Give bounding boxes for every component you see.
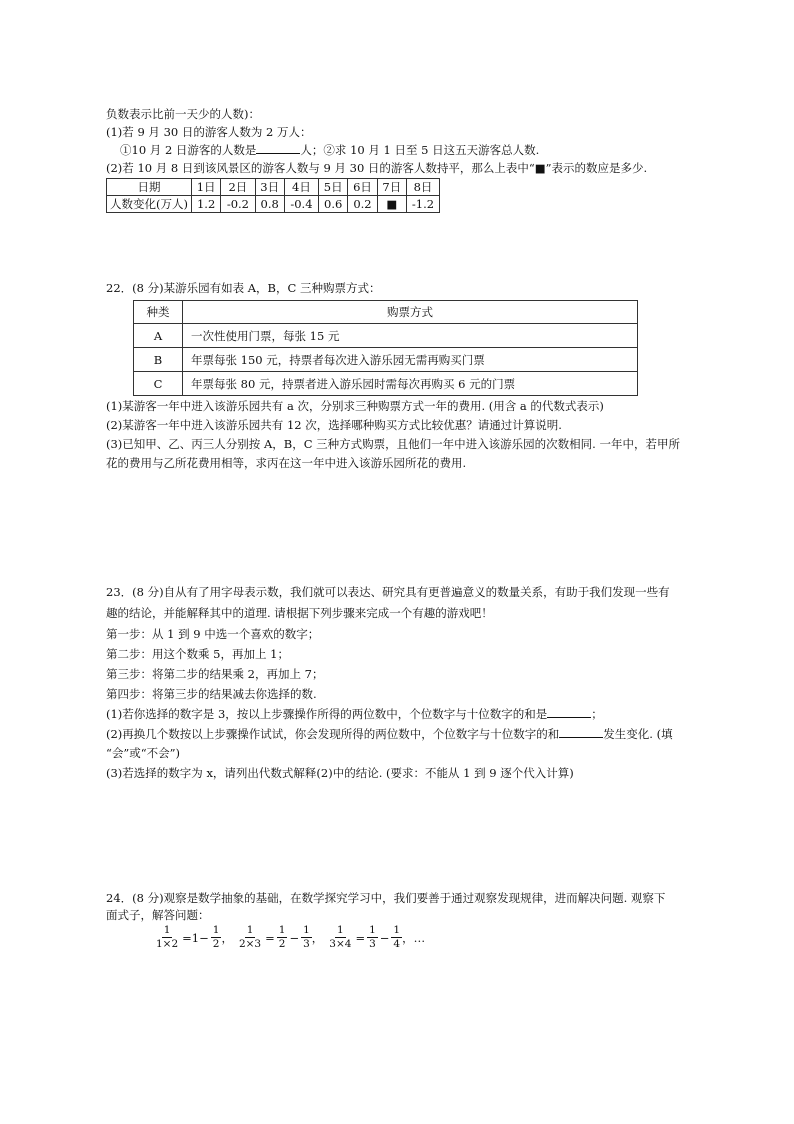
q23-part1-end: ； xyxy=(591,707,603,721)
q21-part1: (1)若 9 月 30 日的游客人数为 2 万人： xyxy=(106,125,312,139)
answer-blank[interactable] xyxy=(559,726,603,738)
table-header-cell: 8日 xyxy=(407,179,440,196)
fraction: $\frac{1}{3}$ xyxy=(303,924,310,950)
q24-formula-row xyxy=(154,924,425,951)
table-cell: 0.6 xyxy=(319,196,348,213)
q23-part2 xyxy=(106,726,673,742)
table-header-cell: 1日 xyxy=(192,179,221,196)
q23-title-line2: 趣的结论，并能解释其中的道理. 请根据下列步骤来完成一个有趣的游戏吧！ xyxy=(106,606,493,620)
q22-part3-line1: (3)已知甲、乙、丙三人分别按 A，B，C 三种方式购票，且他们一年中进入该游乐园的次数相同. 一年中，若甲所 xyxy=(106,437,680,451)
q23-step2: 第二步：用这个数乘 5，再加上 1； xyxy=(106,647,289,661)
answer-blank[interactable] xyxy=(547,706,591,718)
fraction: $\frac{1}{3\times 4}$ xyxy=(329,924,352,950)
q21-part1-sub-b: 人；②求 10 月 1 日至 5 日这五天游客总人数. xyxy=(300,143,540,157)
table-cell: 一次性使用门票，每张 15 元 xyxy=(183,324,638,348)
operator: = xyxy=(265,930,275,945)
q22-part1: (1)某游客一年中进入该游乐园共有 a 次，分别求三种购票方式一年的费用. (用含 a 的代数式表示) xyxy=(106,399,604,413)
table-cell: ■ xyxy=(377,196,406,213)
table-cell: A xyxy=(134,324,183,348)
q24-title-line2: 面式子，解答问题： xyxy=(106,908,210,922)
q23-part2-text: (2)再换几个数按以上步骤操作试试，你会发现所得的两位数中，个位数字与十位数字的和 xyxy=(106,727,560,741)
table-header-cell: 购票方式 xyxy=(183,301,638,324)
q21-part1-sub xyxy=(120,142,539,158)
table-cell: C xyxy=(134,372,183,396)
table-cell: 0.2 xyxy=(348,196,377,213)
operator: − xyxy=(379,930,390,945)
q22-title: 22．(8 分)某游乐园有如表 A，B，C 三种购票方式： xyxy=(106,281,381,295)
table-row xyxy=(134,324,638,348)
separator: ， xyxy=(402,930,414,945)
table-header-cell: 4日 xyxy=(284,179,318,196)
q23-part1 xyxy=(106,706,603,722)
table-row xyxy=(134,372,638,396)
table-cell: 年票每张 80 元，持票者进入游乐园时需每次再购买 6 元的门票 xyxy=(183,372,638,396)
table-cell: -1.2 xyxy=(407,196,440,213)
q23-step3: 第三步：将第二步的结果乘 2，再加上 7； xyxy=(106,667,324,681)
table-header-cell: 种类 xyxy=(134,301,183,324)
table-cell: 0.8 xyxy=(255,196,284,213)
q21-part1-sub-a: ①10 月 2 日游客的人数是 xyxy=(120,143,257,157)
separator: ， xyxy=(311,930,324,945)
table-header-cell: 3日 xyxy=(255,179,284,196)
table-header-cell: 6日 xyxy=(348,179,377,196)
operator: =1− xyxy=(182,930,209,945)
q23-step1: 第一步：从 1 到 9 中选一个喜欢的数字； xyxy=(106,627,320,641)
q21-visitor-table xyxy=(106,178,440,213)
table-row xyxy=(107,196,440,213)
table-cell: B xyxy=(134,348,183,372)
q23-part3: (3)若选择的数字为 x，请列出代数式解释(2)中的结论. (要求：不能从 1 到 9 逐个代入计算) xyxy=(106,766,574,780)
q22-ticket-table xyxy=(133,300,638,396)
q23-step4: 第四步：将第三步的结果减去你选择的数. xyxy=(106,687,317,701)
table-header-cell: 日期 xyxy=(107,179,192,196)
q23-part2-hint: “会”或“不会”) xyxy=(106,746,181,760)
table-cell: 人数变化(万人) xyxy=(107,196,192,213)
fraction: $\frac{1}{2\times 3}$ xyxy=(238,924,262,950)
table-header-cell: 2日 xyxy=(221,179,255,196)
operator: − xyxy=(289,930,300,945)
table-header-cell: 7日 xyxy=(377,179,406,196)
fraction: $\frac{1}{4}$ xyxy=(393,924,401,950)
fraction: $\frac{1}{1\times 2}$ xyxy=(156,924,179,950)
ellipsis: … xyxy=(413,930,426,945)
table-cell: 年票每张 150 元，持票者每次进入游乐园无需再购买门票 xyxy=(183,348,638,372)
q23-part2-end: 发生变化. (填 xyxy=(603,727,673,741)
table-cell: -0.4 xyxy=(284,196,318,213)
table-cell: -0.2 xyxy=(221,196,255,213)
table-header-row xyxy=(107,179,440,196)
fraction: $\frac{1}{3}$ xyxy=(369,924,376,950)
q24-title-line1: 24．(8 分)观察是数学抽象的基础，在数学探究学习中，我们要善于通过观察发现规律，进而解决问题. 观察下 xyxy=(106,891,666,905)
operator: = xyxy=(355,930,366,945)
q23-part1-text: (1)若你选择的数字是 3，按以上步骤操作所得的两位数中，个位数字与十位数字的和是 xyxy=(106,707,548,721)
table-row xyxy=(134,348,638,372)
table-header-cell: 5日 xyxy=(319,179,348,196)
table-cell: 1.2 xyxy=(192,196,221,213)
q22-part3-line2: 花的费用与乙所花费用相等，求丙在这一年中进入该游乐园所花的费用. xyxy=(106,456,467,470)
q21-part2: (2)若 10 月 8 日到该风景区的游客人数与 9 月 30 日的游客人数持平，那么上表中“■”表示的数应是多少. xyxy=(106,161,648,175)
fraction: $\frac{1}{2}$ xyxy=(212,924,220,950)
separator: ， xyxy=(221,930,233,945)
answer-blank[interactable] xyxy=(256,142,300,154)
q23-title-line1: 23．(8 分)自从有了用字母表示数，我们就可以表达、研究具有更普遍意义的数量关系，有助于我们发现一些有 xyxy=(106,585,670,599)
q22-part2: (2)某游客一年中进入该游乐园共有 12 次，选择哪种购买方式比较优惠？请通过计算说明. xyxy=(106,418,562,432)
table-header-row xyxy=(134,301,638,324)
fraction: $\frac{1}{2}$ xyxy=(278,924,286,950)
q21-intro: 负数表示比前一天少的人数)： xyxy=(106,107,260,121)
